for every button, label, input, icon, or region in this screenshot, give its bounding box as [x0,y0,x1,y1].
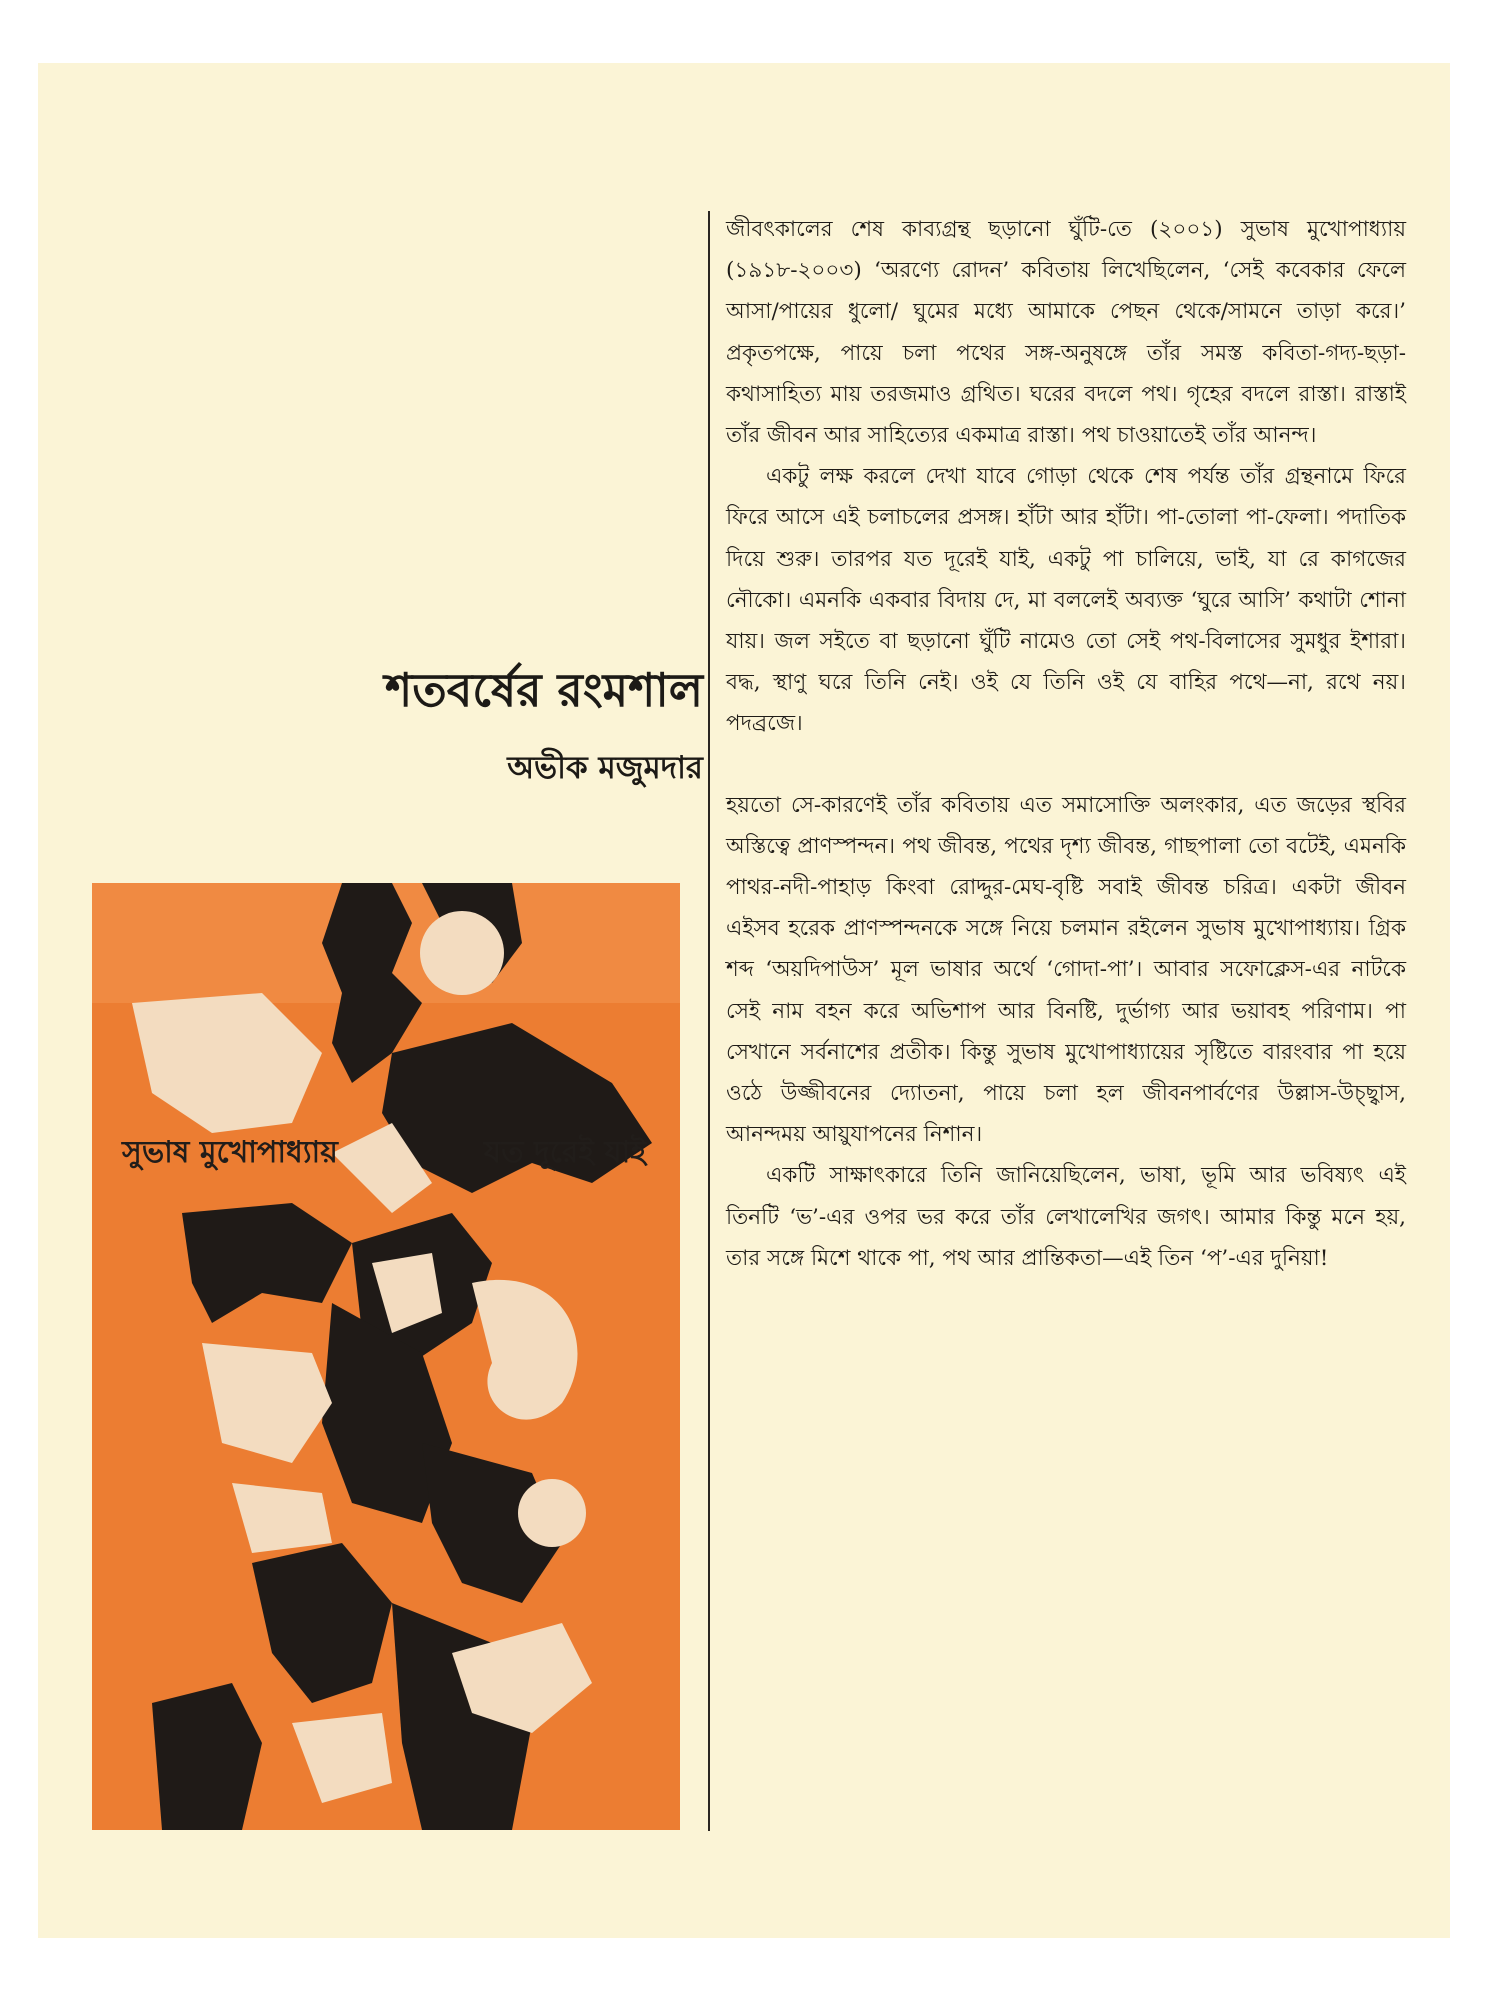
cover-author-text: সুভাষ মুখোপাধ্যায় [122,1135,338,1170]
cover-title-text: যত দূরেই যাই [483,1135,646,1170]
paragraph: হয়তো সে-কারণেই তাঁর কবিতায় এত সমাসোক্তি অলংকার, এত জড়ের স্থবির অস্তিত্বে প্রাণস্পন্দন। পথ জীবন্ত, পথের দৃশ্য জীবন্ত, গাছপালা তো বটেই, এমনকি পাথর-নদী-পাহাড় কিংবা রোদ্দুর-মেঘ-বৃষ্টি সবাই জীবন্ত চরিত্র। একটা জীবন এইসব হরেক প্রাণস্পন্দনকে সঙ্গে নিয়ে চলমান রইলেন সুভাষ মুখোপাধ্যায়। গ্রিক শব্দ ‘অয়দিপাউস’ মূল ভাষার অর্থে ‘গোদা-পা’। আবার সফোক্লেস-এর নাটকে সেই নাম বহন করে অভিশাপ আর বিনষ্টি, দুর্ভাগ্য আর ভয়াবহ পরিণাম। পা সেখানে সর্বনাশের প্রতীক। কিন্তু সুভাষ মুখোপাধ্যায়ের সৃষ্টিতে বারংবার পা হয়ে ওঠে উজ্জীবনের দ্যোতনা, পায়ে চলা হল জীবনপার্বণের উল্লাস-উচ্ছ্বাস, আনন্দময় আয়ুযাপনের নিশান। [726,792,1406,1148]
paragraph: একটি সাক্ষাৎকারে তিনি জানিয়েছিলেন, ভাষা, ভূমি আর ভবিষ্যৎ এই তিনটি ‘ভ’-এর ওপর ভর করে তাঁর লেখালেখির জগৎ। আমার কিন্তু মনে হয়, তার সঙ্গে মিশে থাকে পা, পথ আর প্রান্তিকতা—এই তিন ‘প’-এর দুনিয়া! [726,1163,1406,1271]
book-cover-artwork [92,883,680,1830]
magazine-page [38,63,1450,1938]
paragraph: একটু লক্ষ করলে দেখা যাবে গোড়া থেকে শেষ পর্যন্ত তাঁর গ্রন্থনামে ফিরে ফিরে আসে এই চলাচলের প্রসঙ্গ। হাঁটা আর হাঁটা। পা-তোলা পা-ফেলা। পদাতিক দিয়ে শুরু। তারপর যত দূরেই যাই, একটু পা চালিয়ে, ভাই, যা রে কাগজের নৌকো। এমনকি একবার বিদায় দে, মা বললেই অব্যক্ত ‘ঘুরে আসি’ কথাটা শোনা যায়। জল সইতে বা ছড়ানো ঘুঁটি নামেও তো সেই পথ-বিলাসের সুমধুর ইশারা। বদ্ধ, স্থাণু ঘরে তিনি নেই। ওই যে তিনি ওই যে বাহির পথে—না, রথে নয়। পদব্রজে। [726,464,1406,737]
article-heading [385,663,703,796]
book-cover-image [92,883,680,1830]
column-divider [708,211,710,1831]
article-title: শতবর্ষের রংমশাল [385,663,703,717]
paragraph: জীবৎকালের শেষ কাব্যগ্রন্থ ছড়ানো ঘুঁটি-তে (২০০১) সুভাষ মুখোপাধ্যায় (১৯১৮-২০০৩) ‘অরণ্যে রোদন’ কবিতায় লিখেছিলেন, ‘সেই কবেকার ফেলে আসা/পায়ের ধুলো/ ঘুমের মধ্যে আমাকে পেছন থেকে/সামনে তাড়া করে।’ প্রকৃতপক্ষে, পায়ে চলা পথের সঙ্গ-অনুষঙ্গে তাঁর সমস্ত কবিতা-গদ্য-ছড়া-কথাসাহিত্য মায় তরজমাও গ্রথিত। ঘরের বদলে পথ। গৃহের বদলে রাস্তা। রাস্তাই তাঁর জীবন আর সাহিত্যের একমাত্র রাস্তা। পথ চাওয়াতেই তাঁর আনন্দ। [726,217,1406,449]
article-body [726,209,1406,1279]
article-author: অভীক মজুমদার [507,750,703,787]
